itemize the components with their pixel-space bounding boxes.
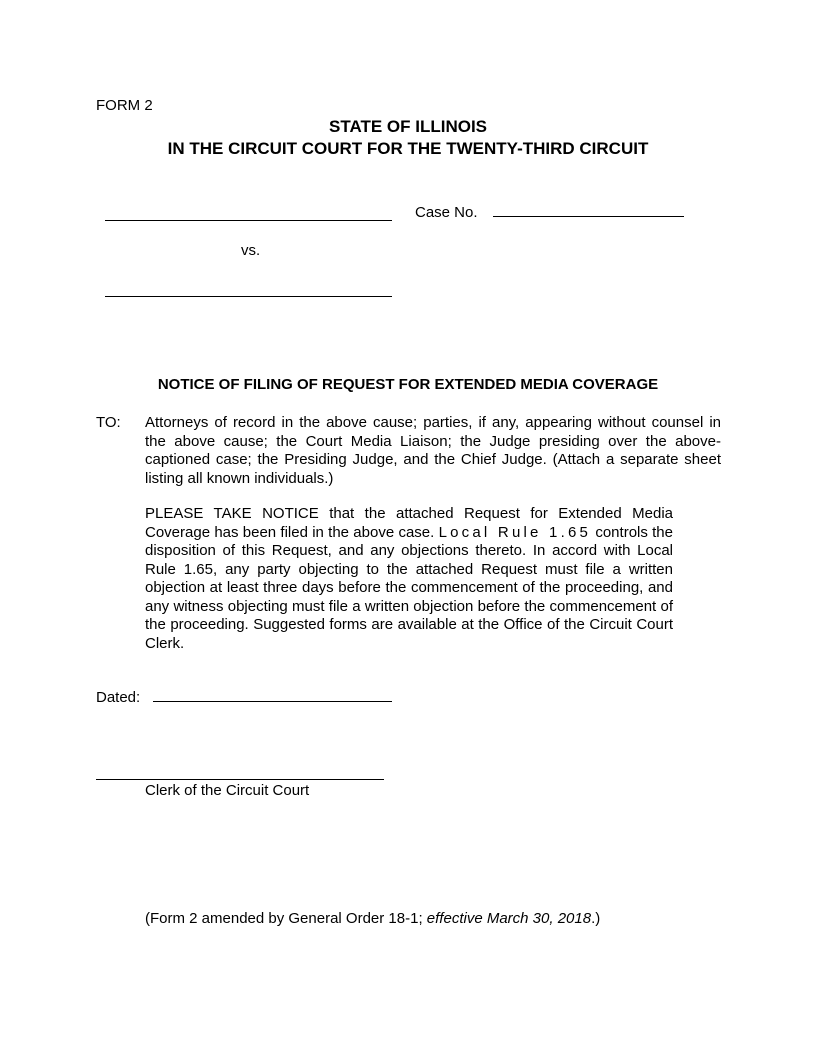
clerk-signature-line [96, 779, 384, 780]
notice-paragraph-part2: controls the disposition of this Request, and any objections thereto. In accord with Local Rule 1.65, any party objecting to the attached Request must file a written objection at least three days before the commencement of the proceeding, and any witness objecting must file a written objection before the commencement of the proceeding. Suggested forms are available at the Office of the Circuit Court Clerk. [145, 523, 673, 652]
amendment-note-prefix: (Form 2 amended by General Order 18-1; [145, 910, 427, 927]
form-number-label: FORM 2 [96, 97, 153, 114]
notice-title: NOTICE OF FILING OF REQUEST FOR EXTENDED MEDIA COVERAGE [157, 376, 659, 393]
local-rule-reference: Local Rule 1.65 [438, 523, 592, 541]
court-heading-circuit: IN THE CIRCUIT COURT FOR THE TWENTY-THIRD CIRCUIT [167, 139, 649, 158]
plaintiff-blank-line [105, 220, 392, 221]
notice-paragraph-part1: PLEASE TAKE NOTICE that the attached Request for Extended Media Coverage has been filed in the above case. [145, 505, 673, 541]
amendment-note-suffix: .) [591, 910, 601, 927]
amendment-note [145, 910, 600, 927]
dated-label: Dated: [96, 689, 141, 706]
dated-blank-line [153, 701, 392, 702]
to-label: TO: [96, 414, 121, 431]
versus-label: vs. [241, 242, 261, 259]
recipients-paragraph: Attorneys of record in the above cause; parties, if any, appearing without counsel in the above cause; the Court Media Liaison; the Judge presiding over the above-captioned case; the Presiding Judge, and the Chief Judge. (Attach a separate sheet listing all known individuals.) [145, 414, 721, 487]
notice-paragraph [145, 505, 673, 653]
case-number-blank-line [493, 216, 684, 217]
case-number-label: Case No. [415, 204, 478, 221]
court-heading-state: STATE OF ILLINOIS [328, 117, 488, 136]
clerk-signature-label: Clerk of the Circuit Court [145, 782, 310, 799]
amendment-note-effective-date: effective March 30, 2018 [426, 910, 592, 927]
defendant-blank-line [105, 296, 392, 297]
